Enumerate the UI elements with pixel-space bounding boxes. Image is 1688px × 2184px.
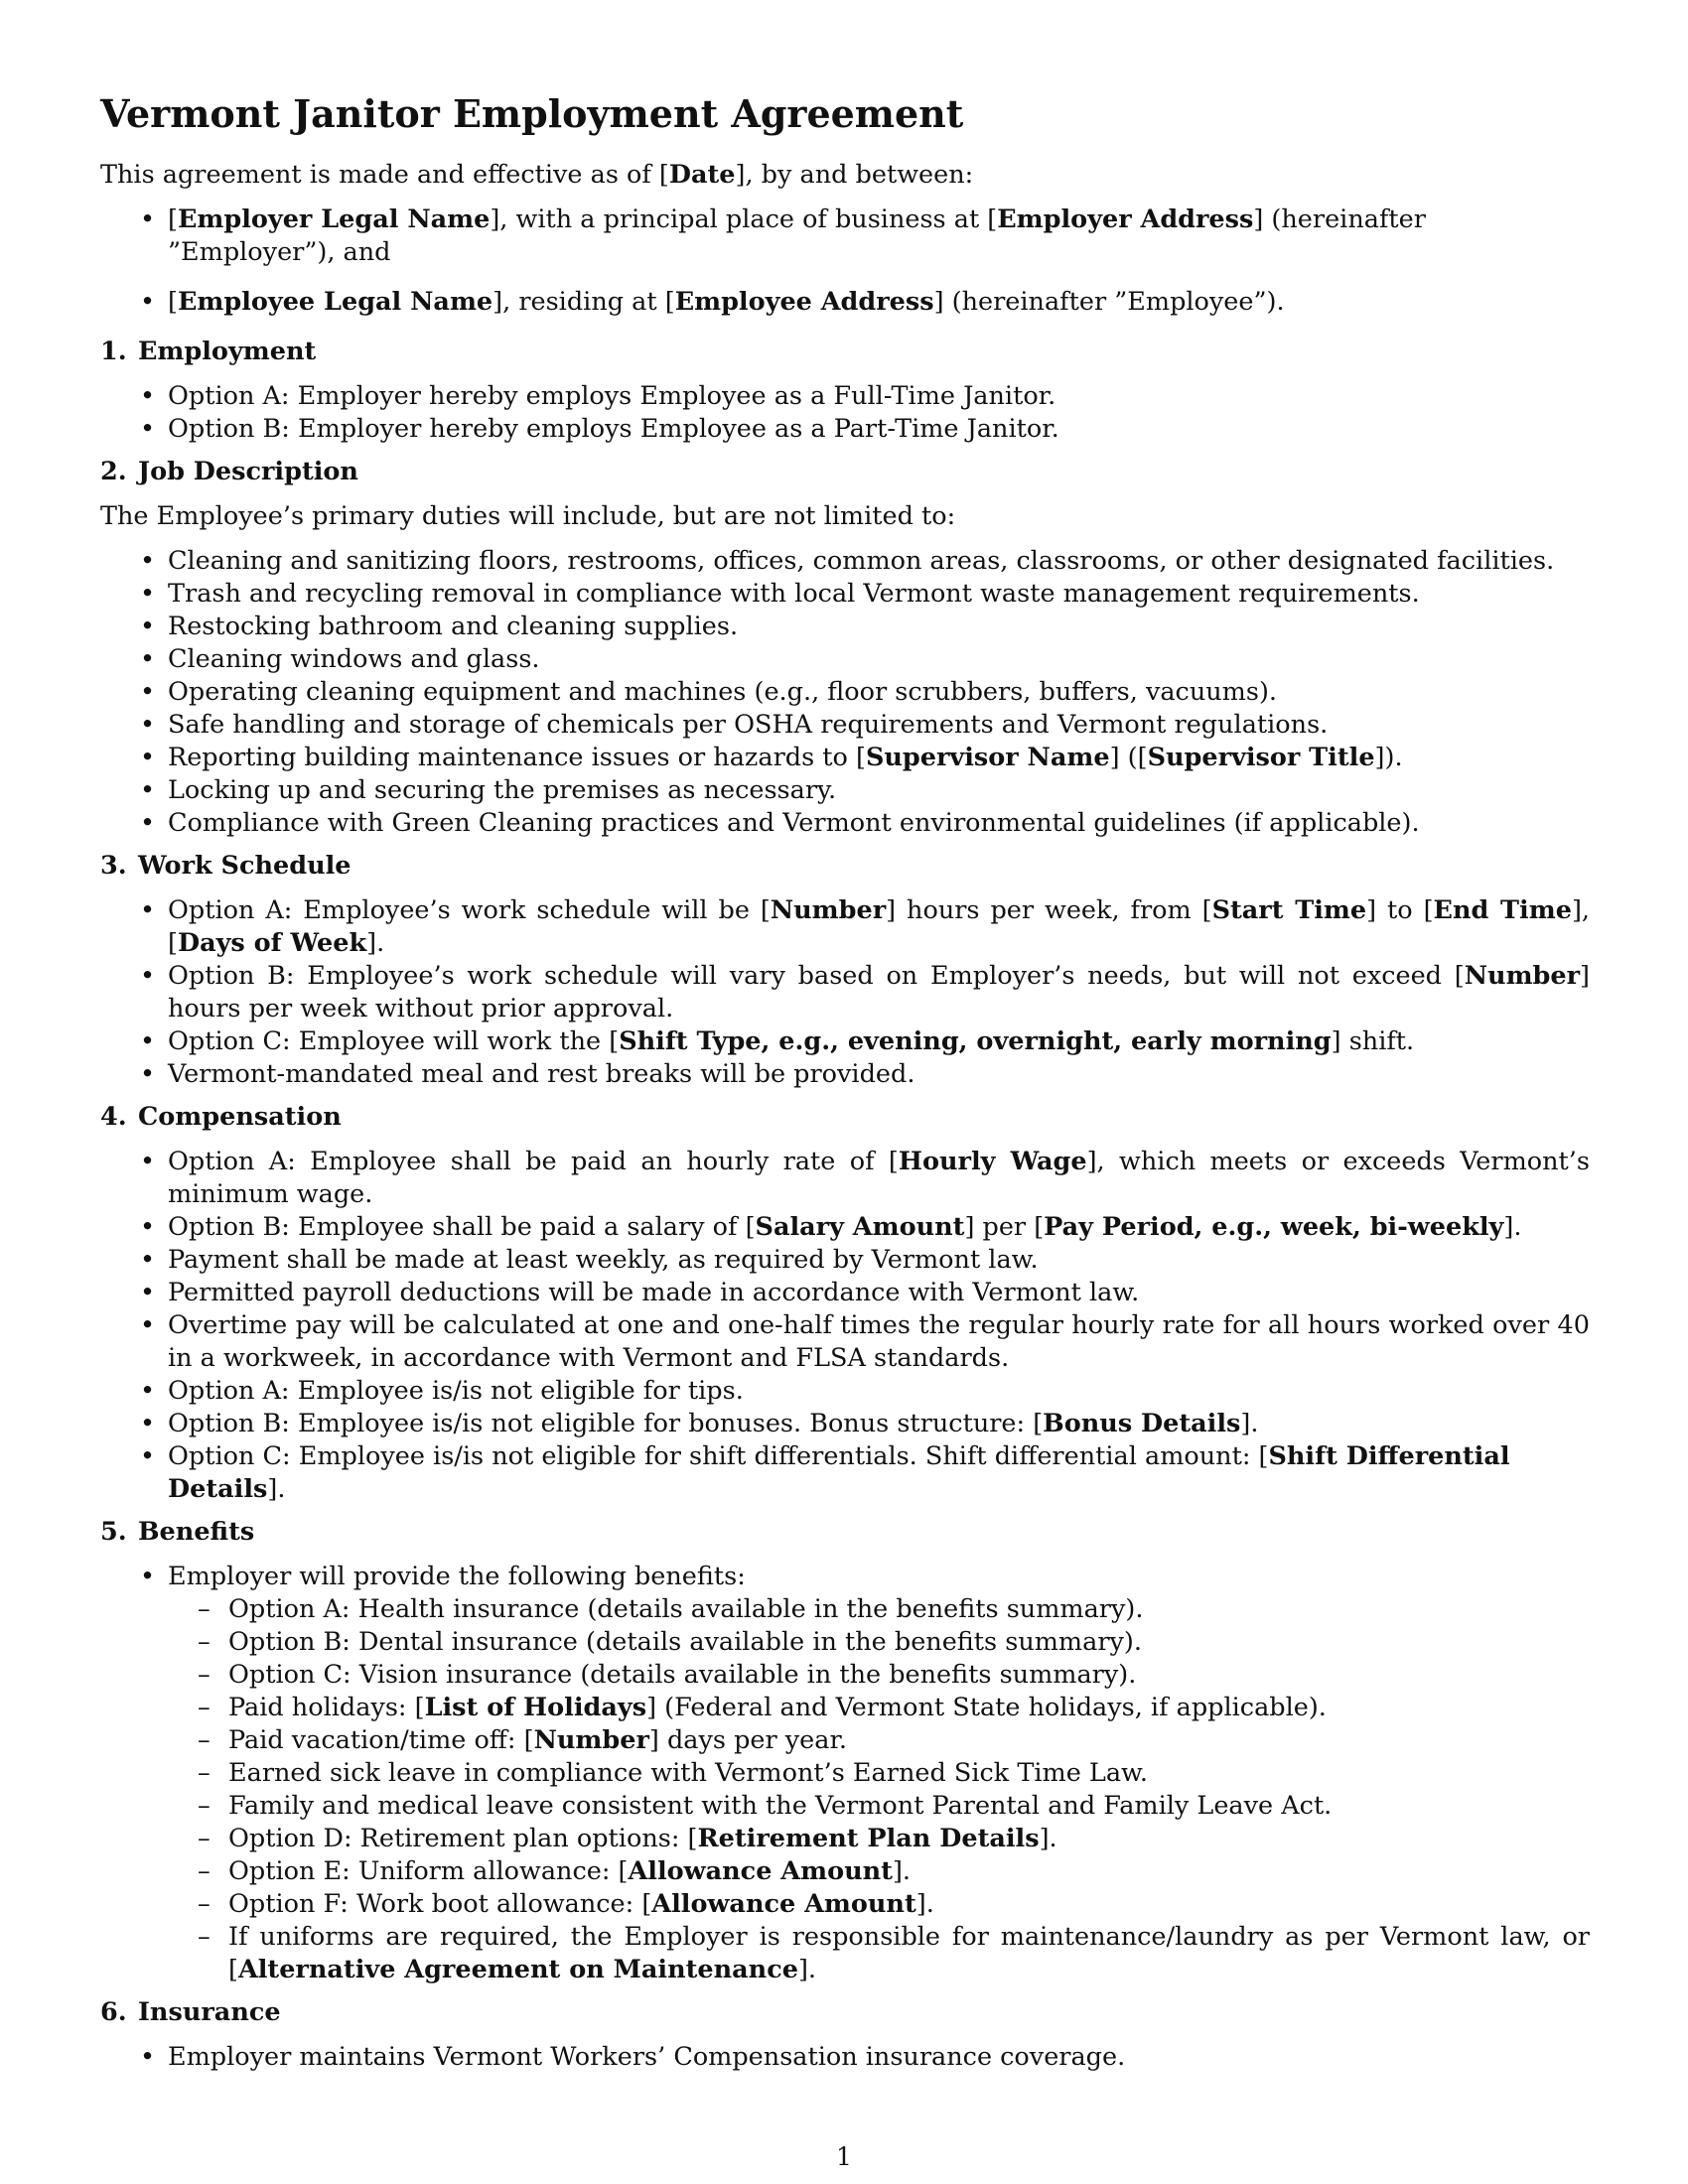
list-item: • Option A: Employee’s work schedule will be [Number] hours per week, from [Start Time] to [End Time], [Days of Week]. [100,894,1590,960]
section-compensation [100,1101,1590,1506]
list-item: • Option B: Employee is/is not eligible for bonuses. Bonus structure: [Bonus Details]. [100,1408,1590,1440]
section-heading: 5. Benefits [100,1517,255,1547]
party-employee: • [Employee Legal Name], residing at [Employee Address] (hereinafter ”Employee”). [100,286,1590,319]
sub-list-item: – Option B: Dental insurance (details available in the benefits summary). [100,1626,1590,1659]
section-work-schedule [100,850,1590,1091]
party-employer: • [Employer Legal Name], with a principal place of business at [Employer Address] (hereinafter ”Employer”), and [100,204,1590,269]
sub-list-item: – Paid vacation/time off: [Number] days per year. [100,1724,1590,1757]
duties-list [100,545,1590,840]
section-employment [100,336,1590,446]
list-item: • Option B: Employer hereby employs Employee as a Part-Time Janitor. [100,413,1590,446]
sub-list-item: – Option D: Retirement plan options: [Retirement Plan Details]. [100,1823,1590,1855]
list-item: • Compliance with Green Cleaning practices and Vermont environmental guidelines (if applicable). [100,807,1590,840]
list-item: • Option C: Employee is/is not eligible for shift differentials. Shift differential amount: [Shift Differential Details]. [100,1440,1590,1506]
compensation-list [100,1146,1590,1506]
list-item: • Locking up and securing the premises as necessary. [100,774,1590,807]
page-number: 1 [836,2142,852,2171]
list-item: • Option A: Employee is/is not eligible for tips. [100,1375,1590,1408]
section-heading: 4. Compensation [100,1102,342,1132]
section-benefits [100,1516,1590,1986]
list-item: • Cleaning and sanitizing floors, restrooms, offices, common areas, classrooms, or other designated facilities. [100,545,1590,578]
list-item: • Overtime pay will be calculated at one and one-half times the regular hourly rate for all hours worked over 40 in a workweek, in accordance with Vermont and FLSA standards. [100,1309,1590,1375]
section-heading: 6. Insurance [100,1997,281,2027]
section-heading: 1. Employment [100,337,317,366]
list-item: • Permitted payroll deductions will be made in accordance with Vermont law. [100,1277,1590,1309]
insurance-list [100,2041,1590,2074]
list-item: • Vermont-mandated meal and rest breaks will be provided. [100,1058,1590,1091]
sub-list-item: – Option E: Uniform allowance: [Allowance Amount]. [100,1855,1590,1888]
list-item: • Option A: Employee shall be paid an hourly rate of [Hourly Wage], which meets or exceeds Vermont’s minimum wage. [100,1146,1590,1211]
sub-list-item: – Paid holidays: [List of Holidays] (Federal and Vermont State holidays, if applicable). [100,1692,1590,1724]
list-item: • Operating cleaning equipment and machines (e.g., floor scrubbers, buffers, vacuums). [100,676,1590,709]
sub-list-item: – Family and medical leave consistent with the Vermont Parental and Family Leave Act. [100,1790,1590,1823]
document-body [100,91,1590,2084]
benefits-list [100,1561,1590,1986]
date-placeholder: Date [668,160,736,190]
list-item [100,1561,1590,1986]
sub-list-item: – Option C: Vision insurance (details available in the benefits summary). [100,1659,1590,1692]
employment-options [100,380,1590,446]
list-item: • Reporting building maintenance issues or hazards to [Supervisor Name] ([Supervisor Title]). [100,742,1590,774]
sub-list-item: – Earned sick leave in compliance with Vermont’s Earned Sick Time Law. [100,1757,1590,1790]
parties-list [100,204,1590,319]
section-heading: 2. Job Description [100,457,358,486]
list-item: • Option B: Employee’s work schedule will vary based on Employer’s needs, but will not exceed [Number] hours per week without prior approval. [100,960,1590,1025]
list-item: • Payment shall be made at least weekly, as required by Vermont law. [100,1244,1590,1277]
section-job-description [100,456,1590,840]
benefits-sublist [100,1593,1590,1986]
intro-paragraph: This agreement is made and effective as of [Date], by and between: [100,160,974,190]
sub-list-item: – Option A: Health insurance (details available in the benefits summary). [100,1593,1590,1626]
section-insurance [100,1996,1590,2074]
list-item: • Trash and recycling removal in compliance with local Vermont waste management requirements. [100,578,1590,611]
list-item: • Option A: Employer hereby employs Employee as a Full-Time Janitor. [100,380,1590,413]
list-item: • Option C: Employee will work the [Shift Type, e.g., evening, overnight, early morning] shift. [100,1025,1590,1058]
benefits-lead: • Employer will provide the following benefits: [100,1561,1590,1593]
duties-intro: The Employee’s primary duties will include, but are not limited to: [100,501,956,531]
list-item: • Option B: Employee shall be paid a salary of [Salary Amount] per [Pay Period, e.g., week, bi-weekly]. [100,1211,1590,1244]
list-item: • Restocking bathroom and cleaning supplies. [100,611,1590,643]
section-heading: 3. Work Schedule [100,851,352,881]
document-title: Vermont Janitor Employment Agreement [100,91,964,136]
sub-list-item: – If uniforms are required, the Employer is responsible for maintenance/laundry as per Vermont law, or [Alternative Agreement on Maintenance]. [100,1921,1590,1986]
list-item: • Safe handling and storage of chemicals per OSHA requirements and Vermont regulations. [100,709,1590,742]
schedule-options [100,894,1590,1091]
list-item: • Cleaning windows and glass. [100,643,1590,676]
sub-list-item: – Option F: Work boot allowance: [Allowance Amount]. [100,1888,1590,1921]
list-item: • Employer maintains Vermont Workers’ Compensation insurance coverage. [100,2041,1590,2074]
